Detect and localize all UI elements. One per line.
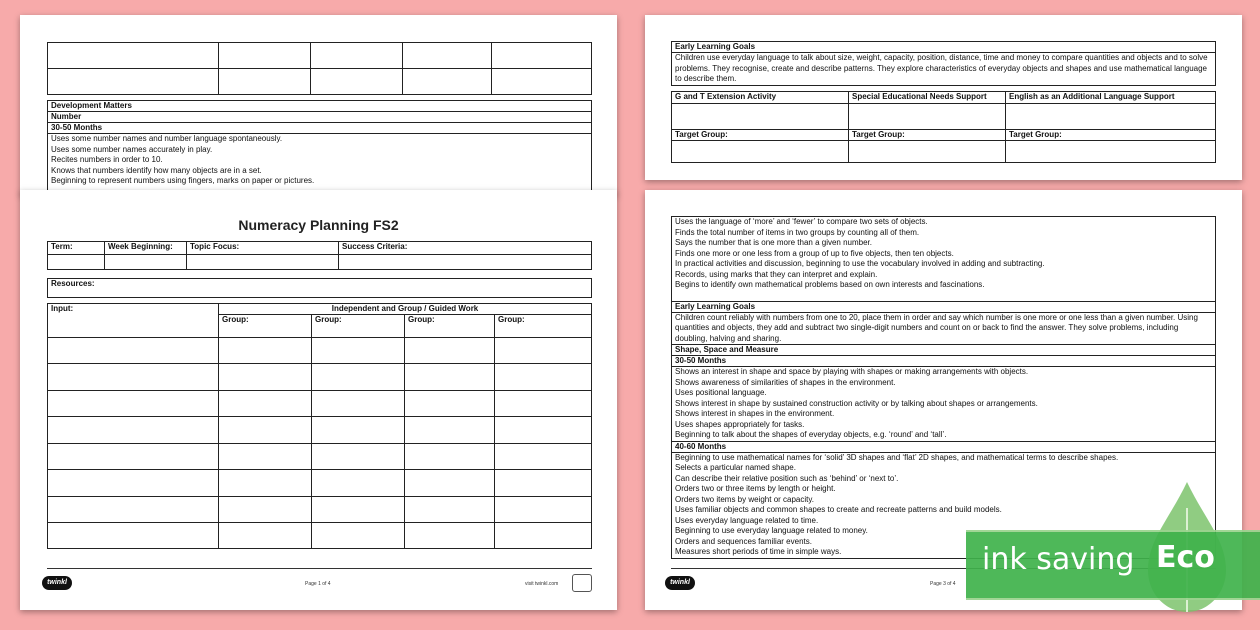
list-item: Selects a particular named shape.	[675, 463, 796, 472]
list-item: Orders two or three items by length or height.	[675, 484, 836, 493]
number-heading: Number	[48, 112, 592, 123]
resources-label: Resources:	[48, 279, 592, 298]
footer-rule	[47, 568, 592, 569]
list-item: Says the number that is one more than a given number.	[675, 238, 873, 247]
list-item: Beginning to represent numbers using fingers, marks on paper or pictures.	[51, 176, 315, 185]
list-item: Uses some number names accurately in play.	[51, 144, 213, 154]
list-item: In practical activities and discussion, beginning to use the vocabulary involved in adding and subtracting.	[675, 259, 1045, 268]
page-number: Page 3 of 4	[930, 581, 956, 587]
list-item: Knows that numbers identify how many objects are in a set.	[51, 165, 262, 175]
target-group-label: Target Group:	[849, 130, 1006, 141]
resources-table	[47, 278, 592, 298]
eal-support-header: English as an Additional Language Support	[1006, 92, 1216, 104]
gt-extension-header: G and T Extension Activity	[672, 92, 849, 104]
list-item: Uses shapes appropriately for tasks.	[675, 419, 805, 429]
list-item: Can describe their relative position such as ‘behind’ or ‘next to’.	[675, 473, 899, 483]
list-item: Uses familiar objects and common shapes to create and recreate patterns and build models.	[675, 505, 1002, 514]
support-table	[671, 91, 1216, 163]
list-item: Recites numbers in order to 10.	[51, 155, 163, 164]
months-heading: 30-50 Months	[48, 123, 592, 134]
page-front	[20, 190, 617, 610]
development-matters-table	[47, 100, 592, 195]
list-item: Measures short periods of time in simple ways.	[675, 547, 842, 556]
elg-heading: Early Learning Goals	[672, 42, 1216, 53]
group-label: Group:	[219, 315, 312, 338]
input-label: Input:	[48, 304, 219, 338]
list-item: Finds one more or one less from a group of up to five objects, then ten objects.	[675, 248, 954, 258]
elg-table	[671, 41, 1216, 86]
group-label: Group:	[405, 315, 495, 338]
page-title: Numeracy Planning FS2	[238, 217, 399, 233]
list-item: Uses positional language.	[675, 388, 767, 397]
success-criteria-label: Success Criteria:	[339, 242, 592, 255]
target-group-label: Target Group:	[672, 130, 849, 141]
work-table	[47, 303, 592, 549]
work-header: Independent and Group / Guided Work	[219, 304, 592, 315]
list-item: Shows awareness of similarities of shapes in the environment.	[675, 377, 896, 387]
number-list	[672, 217, 1216, 302]
elg-text: Children use everyday language to talk about size, weight, capacity, position, distance, time and money to compare quantities and objects and to solve problems. They recognise, create and describe patterns. They explore characteristics of everyday objects and shapes and use mathematical language to describe them.	[672, 53, 1216, 86]
list-item: Shows interest in shape by sustained construction activity or by talking about shapes or arrangements.	[675, 398, 1038, 408]
list-item: Orders and sequences familiar events.	[675, 536, 812, 546]
sen-support-header: Special Educational Needs Support	[849, 92, 1006, 104]
twinkl-logo: twinkl	[42, 576, 72, 590]
group-label: Group:	[312, 315, 405, 338]
topic-focus-label: Topic Focus:	[187, 242, 339, 255]
badge-icon	[572, 574, 592, 592]
list-item: Beginning to use everyday language related to money.	[675, 526, 868, 535]
list-item: Beginning to use mathematical names for ‘solid’ 3D shapes and ‘flat’ 2D shapes, and mathematical terms to describe shapes.	[675, 452, 1119, 462]
elg-heading: Early Learning Goals	[672, 301, 1216, 312]
months-30-heading: 30-50 Months	[672, 356, 1216, 367]
list-item: Uses the language of ‘more’ and ‘fewer’ to compare two sets of objects.	[675, 217, 928, 226]
list-item: Finds the total number of items in two groups by counting all of them.	[675, 227, 920, 237]
list-item: Begins to identify own mathematical problems based on own interests and fascinations.	[675, 280, 985, 289]
ssm-30-list	[672, 367, 1216, 442]
target-group-label: Target Group:	[1006, 130, 1216, 141]
list-item: Beginning to talk about the shapes of everyday objects, e.g. ‘round’ and ‘tall’.	[675, 430, 947, 439]
twinkl-logo: twinkl	[665, 576, 695, 590]
months-list	[48, 134, 592, 195]
eco-label: Eco	[1156, 540, 1215, 575]
top-left-grid	[47, 42, 592, 95]
term-label: Term:	[48, 242, 105, 255]
group-label: Group:	[495, 315, 592, 338]
list-item: Uses everyday language related to time.	[675, 515, 819, 525]
week-beginning-label: Week Beginning:	[105, 242, 187, 255]
list-item: Orders two items by weight or capacity.	[675, 494, 815, 504]
list-item: Shows interest in shapes in the environment.	[675, 409, 835, 418]
months-40-heading: 40-60 Months	[672, 441, 1216, 452]
footer-url: visit twinkl.com	[525, 581, 559, 587]
page-top-left	[20, 15, 617, 195]
term-table	[47, 241, 592, 270]
list-item: Records, using marks that they can interpret and explain.	[675, 269, 878, 279]
elg-text: Children count reliably with numbers from one to 20, place them in order and say which number is one more or one less than a given number. Using quantities and objects, they add and subtract two single-digit numbers and count on or back to find the answer. They solve problems, including doubling, halving and sharing.	[672, 312, 1216, 345]
list-item: Uses some number names and number language spontaneously.	[51, 134, 283, 143]
ink-saving-label: ink saving	[982, 542, 1135, 577]
page-number: Page 1 of 4	[305, 581, 331, 587]
list-item: Shows an interest in shape and space by playing with shapes or making arrangements with objects.	[675, 367, 1029, 376]
page-top-right	[645, 15, 1242, 180]
ssm-heading: Shape, Space and Measure	[672, 345, 1216, 356]
number-list-table	[671, 216, 1216, 559]
development-matters-heading: Development Matters	[48, 101, 592, 112]
